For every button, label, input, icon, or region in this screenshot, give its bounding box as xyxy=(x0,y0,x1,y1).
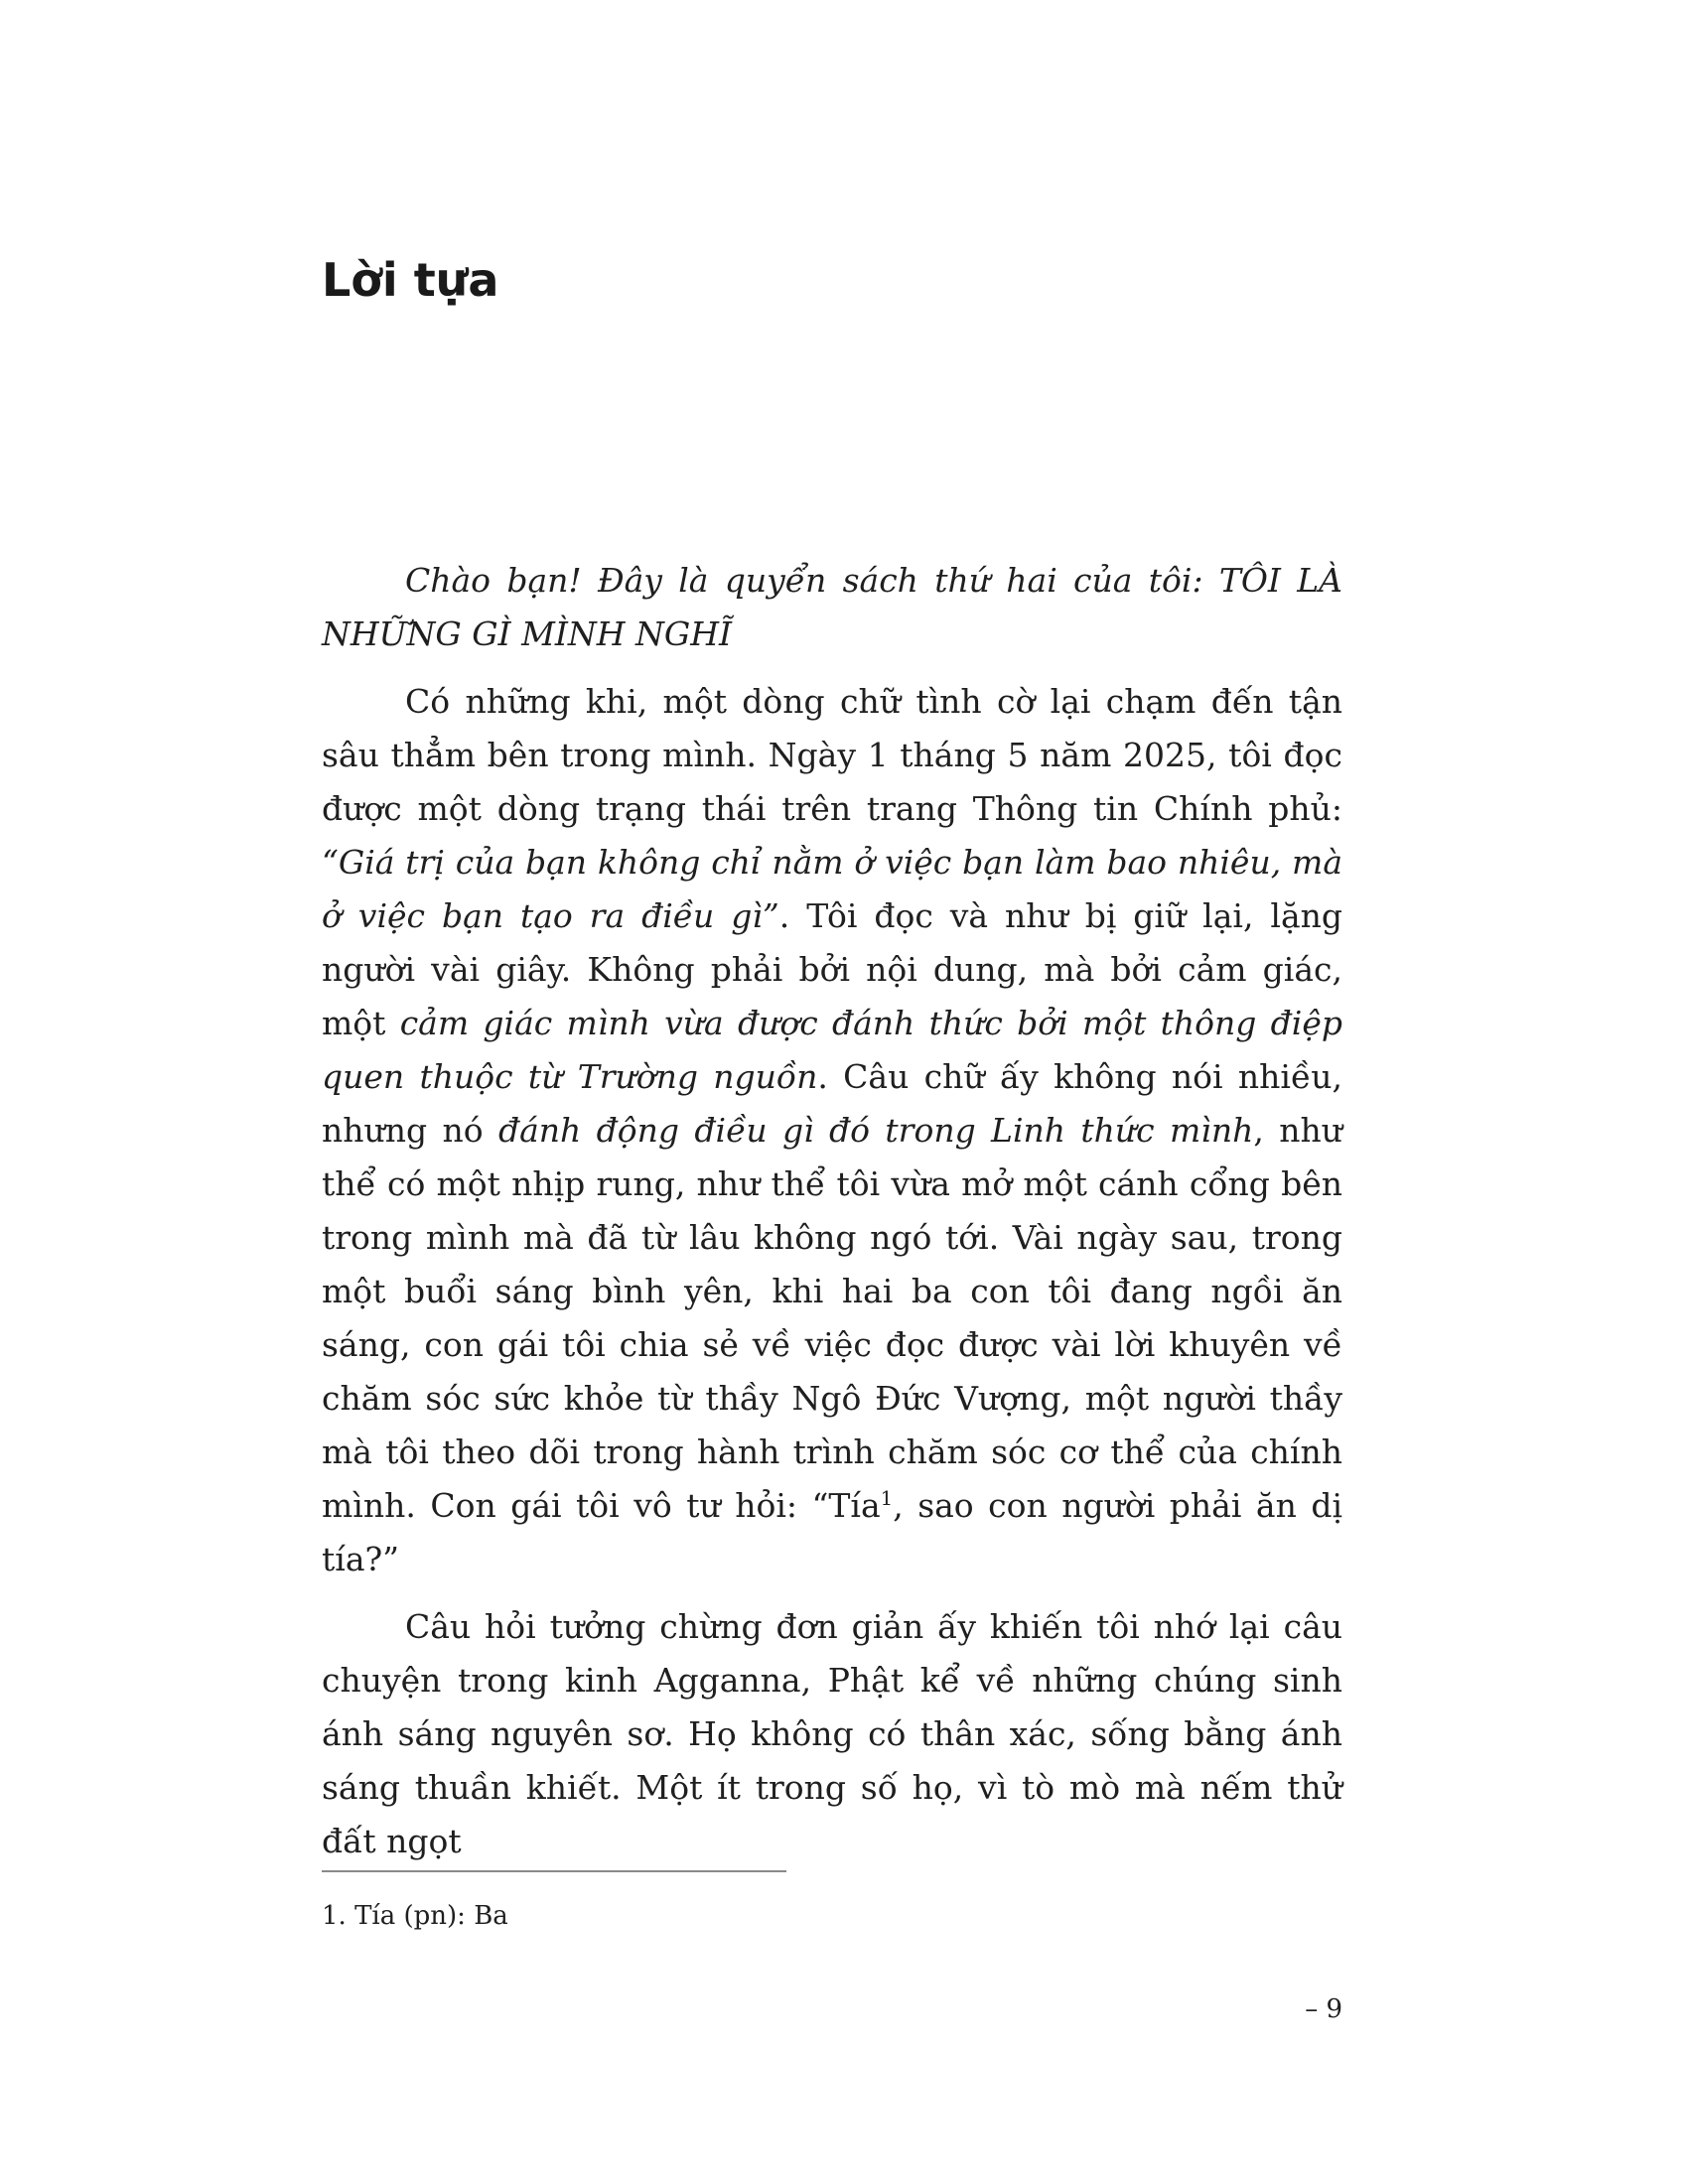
italic-text: cảm giác mình vừa được đánh thức bởi một thông điệp quen thuộc từ Trường nguồn xyxy=(322,1004,1342,1096)
italic-text: Chào bạn! Đây là quyển sách thứ hai của tôi: TÔI LÀ NHỮNG GÌ MÌNH NGHĨ xyxy=(322,561,1342,653)
text-run: , như thể có một nhịp rung, như thể tôi vừa mở một cánh cổng bên trong mình mà đã từ lâu không ngó tới. Vài ngày sau, trong một buổi sáng bình yên, khi hai ba con tôi đang ngồi ăn sáng, con gái tôi chia sẻ về việc đọc được vài lời khuyên về chăm sóc sức khỏe từ thầy Ngô Đức Vượng, một người thầy mà tôi theo dõi trong hành trình chăm sóc cơ thể của chính mình. Con gái tôi vô tư hỏi: “Tía xyxy=(322,1111,1342,1525)
italic-text: “Giá trị của bạn không chỉ nằm ở việc bạn làm bao nhiêu, mà ở việc bạn tạo ra điều gì” xyxy=(322,843,1342,935)
text-run: . Tôi đọc và như bị giữ lại, lặng người vài giây. Không phải bởi nội dung, mà bởi cảm giác, một xyxy=(322,896,1342,1042)
footnote: 1. Tía (pn): Ba xyxy=(322,1901,508,1931)
paragraph xyxy=(322,1600,1342,1868)
page-number: – 9 xyxy=(1305,1994,1342,2024)
text-run: , sao con người phải ăn dị tía?” xyxy=(322,1486,1343,1578)
text-run: . Câu chữ ấy không nói nhiều, nhưng nó xyxy=(322,1057,1342,1150)
footnote-reference: 1 xyxy=(880,1487,894,1511)
paragraph xyxy=(322,675,1342,1586)
text-run: Có những khi, một dòng chữ tình cờ lại chạm đến tận sâu thẳm bên trong mình. Ngày 1 tháng 5 năm 2025, tôi đọc được một dòng trạng thái trên trang Thông tin Chính phủ: xyxy=(322,682,1342,828)
paragraph xyxy=(322,554,1342,661)
footnote-divider xyxy=(322,1870,786,1872)
italic-text: đánh động điều gì đó trong Linh thức mình xyxy=(498,1111,1254,1150)
body-text xyxy=(322,554,1342,1882)
text-run: Câu hỏi tưởng chừng đơn giản ấy khiến tôi nhớ lại câu chuyện trong kinh Agganna, Phật kể về những chúng sinh ánh sáng nguyên sơ. Họ không có thân xác, sống bằng ánh sáng thuần khiết. Một ít trong số họ, vì tò mò mà nếm thử đất ngọt xyxy=(322,1607,1342,1860)
chapter-title: Lời tựa xyxy=(322,253,499,307)
